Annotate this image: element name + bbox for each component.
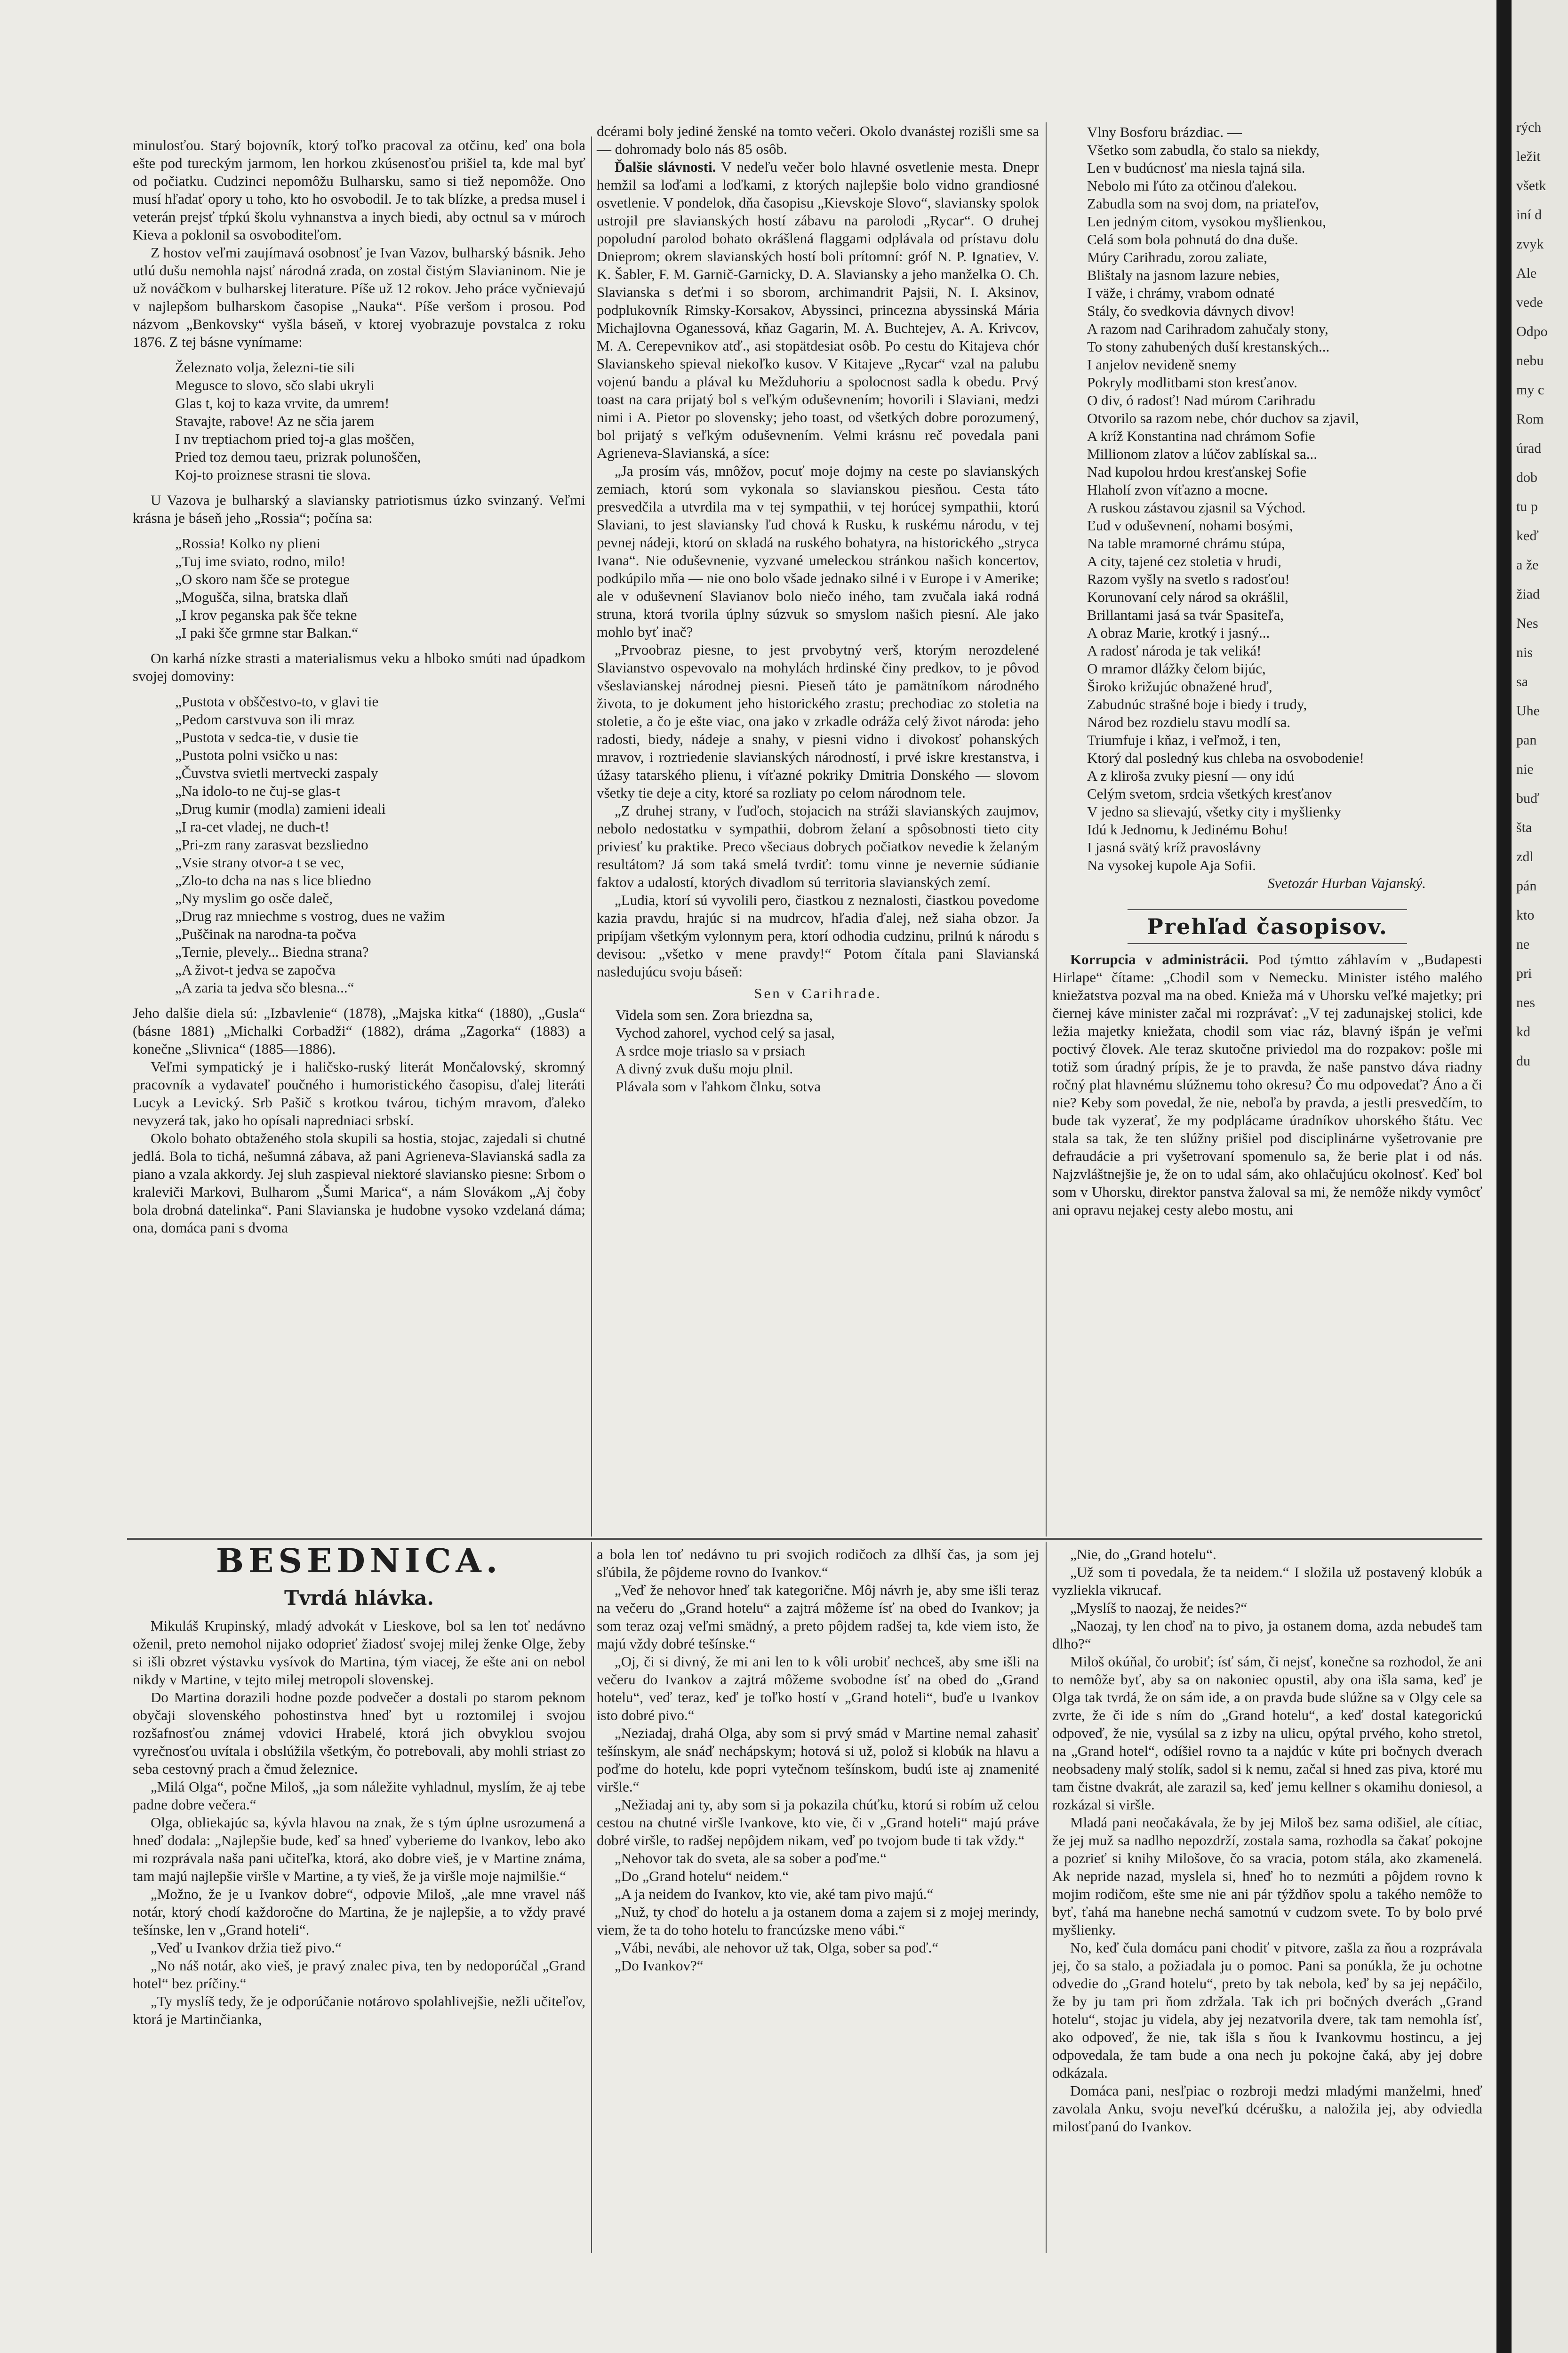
poem-line: I jasná svätý kríž pravoslávny (1087, 839, 1262, 856)
poem-line: Glas t, koj to kaza vrvite, da umrem! (175, 395, 390, 411)
besednica-middle (597, 1545, 1039, 1975)
poem-line: Na vysokej kupole Aja Sofii. (1087, 857, 1256, 873)
paragraph (1052, 951, 1482, 1219)
paragraph-text: Pod týmtto záhlavím v „Budapesti Hirlape“ čítame: „Chodil som v Nemecku. Minister istého malého kniežatstva pozval ma na obed. Kniežа má v Uhorsku veľké majetky; pri čiernej káve minister začal mi rozprávať: „V tej zadunajskej stolici, kde ležia majetky kniežata, chodil som viac ráz, blavný išpán je veľmi poctivý človek. Ale teraz skutočne priviedol ma do rozpakov: pošle mi totiž som úradný prípis, že je to pravda, že naše panstvo dáva riadny ročný plat hlavnému slúžnemu toho okresu? Čo mu odpovedať? Áno a či nie? Keby som povedal, že nie, neboľa by pravda, a jestli presvedčím, to bude tak vyzerať, že my podplácame úradníkov uhorského štátu. Vec stala sa tak, že ten slúžny prišiel pod disciplinárne vyšetrovanie pre defraudácie a pri vyšetrovaní spomenulo sa, že berie plat i od nás. Najzvláštnejšie je, že on to udal sám, ako ohlačujúcu okolnosť. Keď bol som v Uhorsku, direktor panstva žaloval sa mi, že nemôže nikdy vymôcť ani opravu nejakej cesty alebo mostu, ani (1052, 951, 1482, 1218)
paragraph: „Oj, či si divný, že mi ani len to k vôli urobiť nechceš, aby sme išli na večeru do Ivankov a zajtrá môžeme svobodne ísť na obed do „Grand hotelu“, veď teraz, keď je toľko hostí v „Grand hoteli“, buďe u Ivankov isto dobré pivo.“ (597, 1653, 1039, 1723)
poem-line: A razom nad Carihradom zahučaly stony, (1087, 320, 1328, 337)
poem-line: „Mogušča, silna, bratska dlaň (175, 589, 348, 605)
column-divider (1046, 1542, 1047, 2253)
poem-line: „Pustota v obščestvo-to, v glavi tie (175, 693, 379, 710)
paragraph: „Nehovor tak do sveta, ale sa sober a poďme.“ (615, 1850, 887, 1866)
poem-line: „I paki šče grmne star Balkan.“ (175, 624, 359, 641)
poem-line: „Ternie, plevely... Biedna strana? (175, 944, 369, 960)
poem-line: Stavajte, rabove! Az ne sčia jarem (175, 413, 375, 429)
text-fragment: Uhe (1516, 703, 1540, 719)
text-fragment: šta (1516, 820, 1532, 835)
poem-line: Brillantami jasá sa tvár Spasiteľa, (1087, 607, 1284, 623)
text-fragment: pan (1516, 732, 1537, 748)
poem-sen-v-carihrade (1052, 123, 1482, 874)
column-divider (591, 136, 592, 1537)
paragraph: Z hostov veľmi zaujímavá osobnosť je Ivan Vazov, bulharský básnik. Jeho utlú dušu nemohla najsť národná zrada, on zostal čistým Slavianinom. Nie je už nováčkom v bulharskej literature. Píše už 12 rokov. Jeho práce vyčnievajú v najlepšom bulharskom časopise „Nauka“. Píše veršom i prosou. Pod názvom „Benkovsky“ vyšla báseň, v ktorej vyobrazuje povstalca z roku 1876. Z tej básne vynímame: (133, 244, 585, 350)
text-fragment: buď (1516, 791, 1540, 806)
column-divider (1046, 122, 1047, 1537)
paragraph: „Milá Olga“, počne Miloš, „ja som náležite vyhladnul, myslím, že aj tebe padne dobre večera.“ (133, 1778, 585, 1813)
paragraph: „Neziadaj, drahá Olga, aby som si prvý smád v Martine nemal zahasiť tešínskym, ale snáď nechápskym; hotová si už, polož si klobúk na hlavu a poďme do hotelu, kde popri vytečnom tešínskom, budú iste aj znamenité viršle.“ (597, 1725, 1039, 1795)
poem-line: Vlny Bosforu brázdiac. — (1087, 124, 1242, 140)
section-lead: Ďalšie slávnosti. (615, 159, 716, 175)
paragraph: minulosťou. Starý bojovník, ktorý toľko pracoval za otčinu, keď ona bola ešte pod tureckým jarmom, len horkou zkúsenosťou prišiel ta, kde mal byť od počiatku. Cudzinci nepomôžu Bulharsku, samo si tiež nepomôže. Ono musí hľadať opory u toho, kto ho osvobodil. Je to tak blízke, a predsa musel i veterán prejsť tŕpkú školu vyhnanstva a inych biedi, aby octnul sa v múroch Kieva a poklonil sa osvoboditeľom. (133, 137, 585, 243)
poem-vazov-benkovsky (133, 359, 585, 484)
poem-line: „Puščinak na narodna-ta počva (175, 926, 356, 942)
text-fragment: rých (1516, 120, 1542, 135)
story-title: Tvrdá hlávka. (284, 1586, 434, 1609)
text-fragment: zdl (1516, 849, 1534, 864)
text-fragment: nis (1516, 645, 1533, 660)
poem-line: A city, tajené cez stoletia v hrudi, (1087, 553, 1281, 569)
poem-line: A z kliroša zvuky piesní — ony idú (1087, 768, 1294, 784)
text-fragment: Rom (1516, 411, 1544, 427)
poem-line: Len v budúcnosť ma niesla tajná sila. (1087, 160, 1305, 176)
poem-line: V jedno sa slievajú, všetky city i myšlienky (1087, 803, 1342, 820)
paragraph: „Do Ivankov?“ (615, 1957, 704, 1974)
poem-line: „Pri-zm rany zarasvat bezsliedno (175, 836, 368, 853)
paragraph: Mladá pani neočakávala, že by jej Miloš bez sama odišiel, ale cítiac, že jej muž sa nadlho nepozdrží, zostala sama, rozhodla sa čakať pokojne a pozrieť si knihy Milošove, čo sa vracia, potom stála, ako zkamenelá. Ak nepride nazad, myslela si, hneď ho to nezmúti a pôjdem rovno k mojim rodičom, ešte sme nie ani pár týždňov spolu a takého nemôže to byť, ťahá ma hanebne nechá samotnú v cudzom svete. To by bolo prvé myšlienky. (1052, 1814, 1482, 1938)
paragraph: Do Martina dorazili hodne pozde podvečer a dostali po starom peknom obyčaji slovenského pohostinstva hneď byt u roztomilej i svojou rozšafnosťou známej vdovici Hrabelé, ktorá jich obvyklou svojou vyrečnosťou uvítala i obslúžila všetkým, čo potrebovali, aby mohli striast zo seba cestovný prach a čmud železnice. (133, 1689, 585, 1777)
text-fragment: du (1516, 1053, 1530, 1069)
poem-line: „Ny myslim go osče daleč, (175, 890, 333, 906)
text-fragment: zvyk (1516, 236, 1544, 252)
paragraph: „Možno, že je u Ivankov dobre“, odpovie Miloš, „ale mne vravel náš notár, ktorý chodí každoročne do Martina, že je najlepšie, a to vždy pravé tešínske, len v „Grand hoteli“. (133, 1886, 585, 1938)
poem-line: Otvorilo sa razom nebe, chór duchov sa zjavil, (1087, 410, 1359, 426)
poem-line: Múry Carihradu, zorou zaliate, (1087, 249, 1268, 265)
text-fragment: žiad (1516, 586, 1540, 602)
paragraph: „Nežiadaj ani ty, aby som si ja pokazila chúťku, ktorú si robím už celou cestou na chutné viršle Ivankove, kto vie, či v „Grand hoteli“ majú práve dobré viršle, to radšej nepôjdem nikam, veď po tvojom bude ti tak vždy.“ (597, 1796, 1039, 1849)
poem-line: „A zaria ta jedva sčo blesna...“ (175, 979, 354, 996)
text-fragment: kto (1516, 907, 1535, 923)
column-middle (597, 122, 1039, 1096)
paragraph: Miloš okúňal, čo urobiť; ísť sám, či nejsť, konečne sa rozhodol, že ani to nemôže byť, aby sa on nakoniec opustil, aby ona išla sama, keď je Olga tak tvrdá, že on sám ide, a on pravda bude slúžne sa v Olgy cele sa zvrte, že či ide s ním do „Grand hotelu“, a keď dostal kategorickú odpoveď, že nie, vysúlal sa z izby na ulicu, opýtal prvého, koho stretol, na „Grand hotel“, odíšiel rovno ta a najdúc v kúte pri bočnych dverach neobsadeny malý stolík, sadol si k nemu, začal si hned zas piva, ktoré mu tam čistne dvakrát, ale zarazil sa, keď jemu kellner s okamihu doniesol, a rozkázal si viršle. (1052, 1653, 1482, 1813)
poem-line: Pried toz demou taeu, prizrak polunoščen, (175, 448, 421, 465)
poem-line: A obraz Marie, krotký i jasný... (1087, 624, 1270, 641)
paragraph: a bola len toť nedávno tu pri svojich rodičoch za dlhší čas, ja som jej sľúbila, že pôjdeme rovno do Ivankov.“ (597, 1546, 1039, 1580)
section-lead: Korrupcia v administrácii. (1070, 951, 1248, 968)
poem-line: Široko križujúc obnažené hruď, (1087, 678, 1272, 695)
poem-line: „Vsie strany otvor-a t se vec, (175, 854, 344, 871)
poem-line: Všetko som zabudla, čo stalo sa niekdy, (1087, 142, 1320, 158)
poem-rossia (133, 535, 585, 642)
poem-line: „O skoro nam šče se protegue (175, 571, 350, 587)
poem-line: Nad kupolou hrdou kresťanskej Sofie (1087, 464, 1307, 480)
poem-line: „Pustota v sedca-tie, v dusie tie (175, 729, 359, 745)
paragraph: „No náš notár, ako vieš, je pravý znalec piva, ten by nedoporúčal „Grand hotel“ bez príčiny.“ (133, 1957, 585, 1992)
poem-line: Hlaholí zvon víťazno a mocne. (1087, 481, 1268, 498)
poem-line: „Drug kumir (modla) zamieni ideali (175, 800, 386, 817)
text-fragment: a že (1516, 557, 1539, 573)
paragraph: „Ludia, ktorí sú vyvolili pero, čiastkou z neznalosti, čiastkou povedome kazia pravdu, hrajúc si na mudrcov, hľadia ďalej, než siaha obzor. Ja pripíjam všetkým vylonnym pera, ktorí odhodia cudzinu, prilnú k národu s devisou: „všetko v mene pravdy!“ Potom čítala pani Slavianská nasledujúcu svoju báseň: (597, 892, 1039, 980)
poem-line: Videla som sen. Zora briezdna sa, (616, 1007, 813, 1023)
poem-line: Ľud v oduševnení, nohami bosými, (1087, 517, 1293, 534)
poem-line: I anjelov nevideně snemy (1087, 356, 1237, 373)
poem-line: „A život-t jedva se započva (175, 961, 336, 978)
poem-line: Nebolo mi ľúto za otčinou ďalekou. (1087, 177, 1297, 194)
poem-line: „Rossia! Kolko ny plieni (175, 535, 321, 552)
poem-line: „Zlo-to dcha na nas s lice bliedno (175, 872, 371, 888)
poem-line: Triumfuje i kňaz, i veľmož, i ten, (1087, 732, 1281, 748)
adjacent-page-edge (1512, 0, 1568, 2353)
text-fragment: Nes (1516, 616, 1538, 631)
paragraph: „Prvoobraz piesne, to jest prvobytný verš, ktorým nerozdelené Slavianstvo ospevovalo na mohylách hrdinské činy predkov, to je pôvod všeslavianskej národnej piesni. Pieseň táto je pamätníkom národného života, to je dokument jeho historického zrastu; prechodiac zo stoletia na stoletie, a čo je ešte viac, ona jako v zrkadle odráža celý život národa: jeho radosti, biedy, nádeje a snahy, v piesni vidno i divokosť pohanských mravov, i roztriedenie slavianských národností, i prvé iskre krestanstva, i úžasy tatarského plienu, i víťazné pokriky Dmitria Donského — slovom všetky tie deje a city, ktoré sa rozliaty po celom národnom tele. (597, 641, 1039, 801)
poem-line: A kríž Konstantina nad chrámom Sofie (1087, 428, 1315, 444)
poem-line: „Tuj ime sviato, rodno, milo! (175, 553, 346, 569)
section-heading: Prehľad časopisov. (1128, 909, 1407, 944)
text-fragment: všetk (1516, 178, 1546, 193)
poem-line: A ruskou zástavou zjasnil sa Východ. (1087, 499, 1306, 516)
poem-line: I nv treptiachom pried toj-a glas moščen, (175, 431, 415, 447)
poem-line: „I ra-cet vladej, ne duch-t! (175, 818, 329, 835)
poem-line: Národ bez rozdielu stavu modlí sa. (1087, 714, 1291, 730)
besednica-right (1052, 1545, 1482, 2136)
poem-line: Pokryly modlitbami ston kresťanov. (1087, 374, 1297, 391)
column-right (1052, 123, 1482, 1219)
text-fragment: ležit (1516, 149, 1541, 164)
paragraph: Okolo bohato obtaženého stola skupili sa hostia, stojac, zajedali si chutné jedlá. Bola to tichá, nešumná zábava, až pani Agrieneva-Slavianská sadla za piano a vzala akkordy. Jej sluh zaspieval niektoré slaviansko piesne: Srbom o kraleviči Markovi, Bulharom „Šumi Marica“, a nám Slovákom „Aj čoby bola drobná datelinka“. Pani Slavianska je hudobne vysoko vzdelaná dáma; ona, domáca pani s dvoma (133, 1130, 585, 1236)
poem-line: Idú k Jednomu, k Jedinému Bohu! (1087, 821, 1288, 838)
paragraph: Domáca pani, nesľpiac o rozbroji medzi mladými manželmi, hneď zavolala Anku, svoju neveľkú dcérušku, a naložila jej, aby odviedla milosťpanú do Ivankov. (1052, 2082, 1482, 2135)
text-fragment: keď (1516, 528, 1539, 544)
poem-line: „Čuvstva svietli mertvecki zaspaly (175, 765, 378, 781)
poem-line: „Pedom carstvuva son ili mraz (175, 711, 354, 728)
paragraph: „Z druhej strany, v ľuďoch, stojacich na stráži slavianských zaujmov, nebolo nedostatku v sympathii, dobrom želaní a spôsobnosti tieto city priviesť ku praktike. Preco všeciaus dobrych počiatkov nevedie k želaným resultátom? Já som taká smelá tvrdiť: tomu vinne je nevernie súdianie faktov a udalostí, ktorých divadlom sú territoria slavianských zemí. (597, 802, 1039, 890)
poem-pustota (133, 693, 585, 997)
poem-line: Ktorý dal posledný kus chleba na osvobodenie! (1087, 750, 1364, 766)
text-fragment: vede (1516, 295, 1543, 310)
poem-line: Razom vyšly na svetlo s radosťou! (1087, 571, 1290, 587)
text-fragment: Odpo (1516, 324, 1548, 339)
paragraph: On karhá nízke strasti a materialismus veku a hlboko smúti nad úpadkom svojej domoviny: (133, 650, 585, 684)
poem-line: To stony zahubených duší krestanských... (1087, 338, 1330, 355)
poem-line: Len jedným citom, vysokou myšlienkou, (1087, 213, 1327, 230)
paragraph: „Veď že nehovor hneď tak kategorične. Môj návrh je, aby sme išli teraz na večeru do „Grand hotelu“ a zajtrá môžeme ísť na obed do Ivankov; ja som teraz ozaj veľmi smädný, a preto pôjdem radšej ta, kde viem isto, že majú vždy dobré tešínske.“ (597, 1582, 1039, 1652)
poem-line: Korunovaní cely národ sa okrášlil, (1087, 589, 1288, 605)
poem-line: „Drug raz mniechme s vostrog, dues ne važim (175, 908, 445, 924)
paragraph (597, 158, 1039, 462)
paragraph: „Do „Grand hotelu“ neidem.“ (615, 1868, 789, 1884)
paragraph: „Naozaj, ty len choď na to pivo, ja ostanem doma, azda nebudeš tam dlho?“ (1052, 1617, 1482, 1652)
besednica-left (133, 1617, 585, 2028)
text-fragment: sa (1516, 674, 1528, 689)
paragraph: „A ja neidem do Ivankov, kto vie, aké tam pivo majú.“ (615, 1886, 934, 1902)
paragraph: No, keď čula domácu pani chodiť v pitvore, zašla za ňou a rozprávala jej, čo sa stalo, a požiadala ju o pomoc. Pani sa ponúkla, že ju ochotne odvedie do „Grand hotelu“, preto by tak nebola, keď by sa jej nepáčilo, že by ju tam pri ňom zdržala. Tak ich pri bočných dverách „Grand hotelu“, stojac ju videla, aby jej nezatvorila dvere, tak tam nemohla ísť, ako odpoveď, že nie, tak išla s ňou k Ivankovmu hostincu, a jej odpovedala, že tam bude a ona nech ju pokojne čaká, aby jej dobre odkázala. (1052, 1939, 1482, 2081)
poem-line: I väže, i chrámy, vrabom odnaté (1087, 285, 1275, 301)
poem-line: Zabudla som na svoj dom, na priateľov, (1087, 195, 1319, 212)
poem-title: Sen v Carihrade. (754, 985, 882, 1001)
text-fragment: kd (1516, 1024, 1530, 1040)
paragraph: „Nie, do „Grand hotelu“. (1070, 1546, 1216, 1562)
poem-line: „I krov peganska pak šče tekne (175, 607, 357, 623)
text-fragment: úrad (1516, 440, 1542, 456)
poem-line: „Pustota polni vsičko u nas: (175, 747, 338, 763)
poem-line: Na table mramorné chrámu stúpa, (1087, 535, 1285, 552)
paragraph: „Veď u Ivankov držia tiež pivo.“ (151, 1939, 342, 1956)
text-fragment: my c (1516, 382, 1544, 398)
text-fragment: dob (1516, 470, 1537, 485)
text-fragment: ne (1516, 936, 1530, 952)
poem-line: A srdce moje triaslo sa v prsiach (616, 1042, 805, 1059)
poem-line: O div, ó radosť! Nad múrom Carihradu (1087, 392, 1316, 408)
poem-line: Vychod zahorel, vychod celý sa jasal, (616, 1024, 835, 1041)
paragraph: „Už som ti povedala, že ta neidem.“ I složila už postavený klobúk a vyzliekla vikrucaf. (1052, 1564, 1482, 1598)
poem-line: Koj-to proiznese strasni tie slova. (175, 466, 371, 483)
paragraph: „Myslíš to naozaj, že neides?“ (1070, 1600, 1248, 1616)
poem-line: A divný zvuk dušu moju plnil. (616, 1060, 793, 1077)
paragraph: Mikuláš Krupinský, mladý advokát v Lieskove, bol sa len toť nedávno oženil, preto nemohol nijako odoprieť žiadosť svojej milej ženke Olge, žeby si išli obzret výstavku vysívok do Martina, tým viacej, že ešte ani on nebol nikdy v Martine, v tejto milej metropoli slovenskej. (133, 1617, 585, 1688)
page-gutter (1496, 0, 1512, 2353)
poem-line: Millionom zlatov a lúčov zablískal sa... (1087, 446, 1318, 462)
text-fragment: tu p (1516, 499, 1538, 514)
column-divider (591, 1542, 592, 2253)
poem-line: Zabudnúc strašné boje i biedy i trudy, (1087, 696, 1307, 712)
poem-line: Stály, čo svedkovia dávnych divov! (1087, 303, 1295, 319)
paragraph: „Ja prosím vás, mnôžov, pocuť moje dojmy na ceste po slavianských zemiach, ktorú som vykonala so slavianskou piesňou. Cesta táto presvedčila a utvrdila ma v tej sympathii, v tej horúcej sympathii, ktorú Slaviani, to jest slaviansky ľud chová k Rusku, k ruskému národu, v tej pevnej nádeji, ktorú on skladá na ruského bohatyra, na historického „stryca Ivana“. Nie oduševnenie, vyzvané umeleckou stránkou našich koncertov, podkúpilo mňa — nie ono bolo všade jednako silné i v Europe i v Amerike; ale v oduševnení Slavianov bolo niečo iného, tam zvučala iaká rodná struna, ktorá tvorila úplny súzvuk so smyslom našich piesní. Ale jako mohlo byť inač? (597, 463, 1039, 640)
poem-line: Celá som bola pohnutá do dna duše. (1087, 231, 1298, 248)
text-fragment: pán (1516, 878, 1537, 894)
section-title-besednica: BESEDNICA. (216, 1541, 503, 1580)
paragraph: „Ty myslíš tedy, že je odporúčanie notárovo spolahlivejšie, nežli učiteľov, ktorá je Martinčianka, (133, 1993, 585, 2027)
poem-line: Megusce to slovo, sčo slabi ukryli (175, 377, 375, 393)
text-fragment: nes (1516, 995, 1535, 1010)
text-fragment: pri (1516, 966, 1532, 981)
text-fragment: nie (1516, 761, 1534, 777)
text-fragment: Ale (1516, 265, 1537, 281)
paragraph-text: V nedeľu večer bolo hlavné osvetlenie mesta. Dnepr hemžil sa loďami a loďkami, z ktorých najlepšie bolo vidno grandiosné osvetlenie. V pondelok, dňa časopisu „Kievskoje Slovo“, slaviansky spolok ustrojil pre slavianských hostí zábavu na parolodi „Rycar“. O druhej popoludní parolod bohato okrášlená flaggami odplávala od prístavu dolu Dnieprom; okrem slavianských hostí boli prítomní: gróf N. P. Ignatiev, V. K. Šabler, F. M. Garnič-Garnicky, D. A. Slaviansky a jeho manželka O. Ch. Slavianska s deťmi i so sborom, archimandrit Pajsii, N. I. Aksinov, podplukovník Rimsky-Korsakov, Abyssinci, princezna abyssinská Mária Michajlovna Oganessová, kňaz Gagarin, M. A. Buchtejev, A. A. Krivcov, M. A. Cerepevnikov atď., asi stopätdesiat osôb. Po cestu do Kitajeva chór Slavianskeho spieval niekoľko kusov. V Kitajeve „Rycar“ vzal na palubu vojenú bandu a plával ku Mežduhoriu a spolocnost sadla k obedu. Prvý toast na cara prijatý bol s veľkým oduševnením; hovorili i Slaviani, medzi nimi i A. Pietor po slovensky; jeho toast, od všetkých dobre porozumený, bol prijatý s veľkým oduševnením. Velmi krásnu reč povedala pani Agrieneva-Slavianská, a síce: (597, 159, 1039, 461)
poem-line: O mramor dlážky čelom bijúc, (1087, 660, 1266, 677)
paragraph: „Vábi, nevábi, ale nehovor už tak, Olga, sober sa poď.“ (615, 1939, 939, 1956)
paragraph: dcérami boly jediné ženské na tomto večeri. Okolo dvanástej rozišli sme sa — dohromady bolo nás 85 osôb. (597, 123, 1039, 157)
poem-line: Železnato volja, železni-tie sili (175, 359, 355, 376)
author-signature: Svetozár Hurban Vajanský. (1267, 875, 1426, 891)
column-left (133, 136, 585, 1237)
paragraph: U Vazova je bulharský a slaviansky patriotismus úzko svinzaný. Veľmi krásna je báseň jeho „Rossia“; počína sa: (133, 492, 585, 526)
text-fragment: nebu (1516, 353, 1544, 368)
paragraph: Olga, obliekajúc sa, kývla hlavou na znak, že s tým úplne usrozumená a hneď dodala: „Najlepšie bude, keď sa hneď vyberieme do Ivankov, lebo ako mi rozprávala naša pani učiteľka, ktorá, ako dobre vieš, je v Martine známa, tam majú najlepšie viršle v Martine, a ty vieš, že ja viršle moje najmilšie.“ (133, 1814, 585, 1884)
text-fragment: iní d (1516, 207, 1542, 223)
poem-line: Blištaly na jasnom lazure nebies, (1087, 267, 1280, 283)
paragraph: Jeho dalšie diela sú: „Izbavlenie“ (1878), „Majska kitka“ (1880), „Gusla“ (básne 1881) „Michalki Corbadži“ (1882), dráma „Zagorka“ (1883) a konečne „Slivnica“ (1885—1886). (133, 1005, 585, 1057)
paragraph: Veľmi sympatický je i haličsko-ruský literát Mončalovský, skromný pracovník a vydavateľ poučného i humoristického časopisu, ďalej literáti Lucyk a Levický. Srb Pašič s krotkou tvárou, tichým mravom, ďaleko nevyzerá tak, jako ho opísali napredniaci srbskí. (133, 1058, 585, 1128)
poem-line: Celým svetom, srdcia všetkých kresťanov (1087, 785, 1332, 802)
poem-line: Plávala som v ľahkom člnku, sotva (616, 1078, 821, 1095)
paragraph: „Nuž, ty choď do hotelu a ja ostanem doma a zajem si z mojej merindy, viem, že ta do toho hotelu to francúzske meno vábi.“ (597, 1904, 1039, 1938)
poem-line: „Na idolo-to ne čuj-se glas-t (175, 783, 341, 799)
poem-line: A radosť národa je tak veliká! (1087, 642, 1262, 659)
